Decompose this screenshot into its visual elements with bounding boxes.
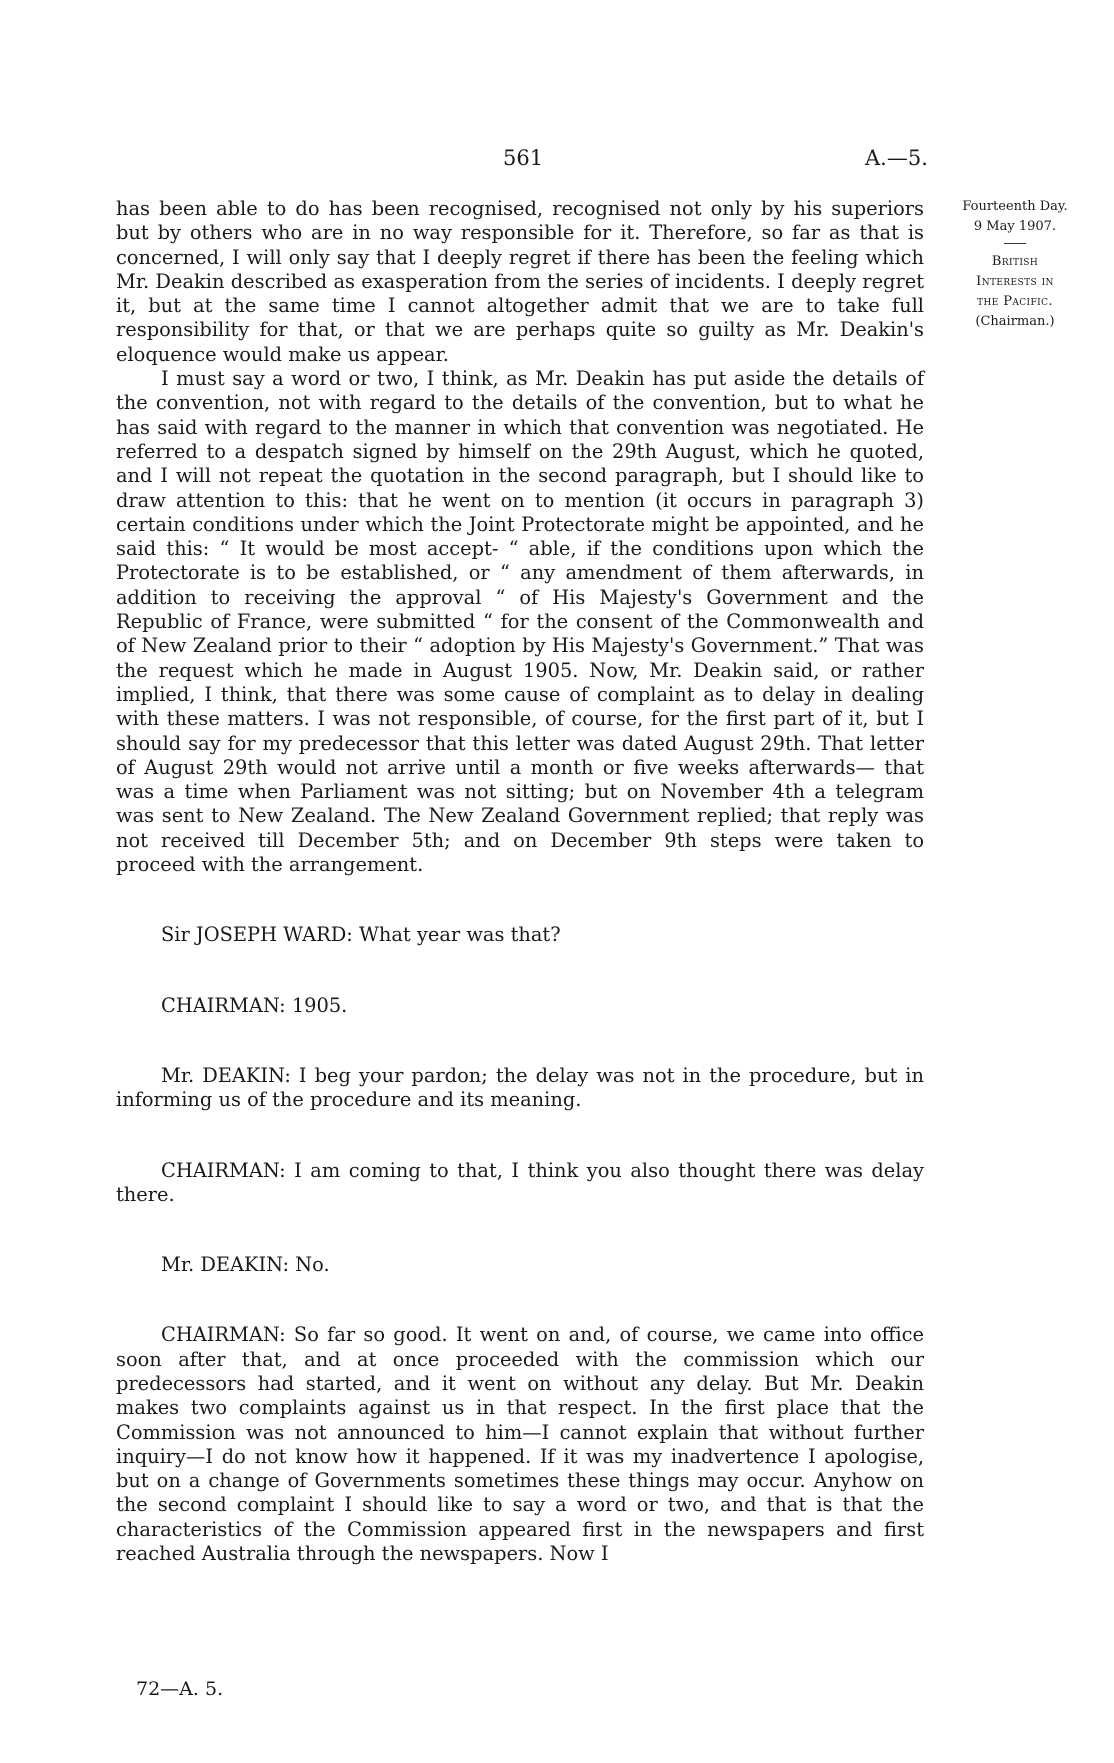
margin-note	[940, 197, 1090, 332]
paragraph-continuation: has been able to do has been recognised, recognised not only by his superiors but by others who are in no way responsible for it. Therefore, so far as that is concerned, I will only say that I deeply regret if there has been the feeling which Mr. Deakin described as exasperation from the series of incidents. I deeply regret it, but at the same time I cannot altogether admit that we are to take full responsibility for that, or that we are perhaps quite so guilty as Mr. Deakin's eloquence would make us appear.	[116, 197, 924, 366]
margin-note-topic-1: British	[991, 254, 1039, 269]
margin-note-topic-2: Interests in	[976, 274, 1054, 289]
paragraph-chairman-year: CHAIRMAN: 1905.	[161, 993, 348, 1017]
paragraph-ward-question: Sir JOSEPH WARD: What year was that?	[161, 923, 561, 947]
paragraph-chairman-delay: CHAIRMAN: I am coming to that, I think you also thought there was delay there.	[116, 1158, 924, 1206]
page-number: 561	[503, 146, 544, 170]
paragraph-chairman-despatch: I must say a word or two, I think, as Mr. Deakin has put aside the details of the convention, not with regard to the details of the convention, but to what he has said with regard to the manner in which that convention was negotiated. He referred to a despatch signed by himself on the 29th August, which he quoted, and I will not repeat the quotation in the second paragraph, but I should like to draw attention to this: that he went on to mention (it occurs in paragraph 3) certain conditions under which the Joint Protectorate might be appointed, and he said this: “ It would be most accept- “ able, if the conditions upon which the Protectorate is to be established, or “ any amendment of them afterwards, in addition to receiving the approval “ of His Majesty's Government and the Republic of France, were submitted “ for the consent of the Commonwealth and of New Zealand prior to their “ adoption by His Majesty's Government.” That was the request which he made in August 1905. Now, Mr. Deakin said, or rather implied, I think, that there was some cause of complaint as to delay in dealing with these matters. I was not responsible, of course, for the first part of it, but I should say for my predecessor that this letter was dated August 29th. That letter of August 29th would not arrive until a month or five weeks afterwards— that was a time when Parliament was not sitting; but on November 4th a telegram was sent to New Zealand. The New Zealand Government replied; that reply was not received till December 5th; and on December 9th steps were taken to proceed with the arrangement.	[116, 367, 924, 877]
margin-note-speaker: (Chairman.)	[975, 314, 1055, 329]
paper-reference: A.—5.	[865, 146, 928, 170]
paragraph-deakin-pardon: Mr. DEAKIN: I beg your pardon; the delay was not in the procedure, but in informing us of the procedure and its meaning.	[116, 1063, 924, 1112]
margin-note-topic-3: the Pacific.	[977, 294, 1053, 309]
paragraph-chairman-commission: CHAIRMAN: So far so good. It went on and, of course, we came into office soon after that, and at once proceeded with the commission which our predecessors had started, and it went on without any delay. But Mr. Deakin makes two complaints against us in that respect. In the first place that the Commission was not announced to him—I cannot explain that without further inquiry—I do not know how it happened. If it was my inadvertence I apologise, but on a change of Governments sometimes these things may occur. Anyhow on the second complaint I should like to say a word or two, and that is that the characteristics of the Commission appeared first in the newspapers and first reached Australia through the newspapers. Now I	[116, 1323, 924, 1566]
margin-note-rule	[1004, 243, 1026, 244]
margin-note-date: 9 May 1907.	[973, 219, 1057, 234]
paragraph-deakin-no: Mr. DEAKIN: No.	[161, 1253, 330, 1277]
page-header	[0, 146, 1114, 178]
signature-mark: 72—A. 5.	[136, 1678, 224, 1700]
main-text	[116, 197, 924, 1566]
margin-note-day: Fourteenth Day.	[962, 199, 1068, 214]
